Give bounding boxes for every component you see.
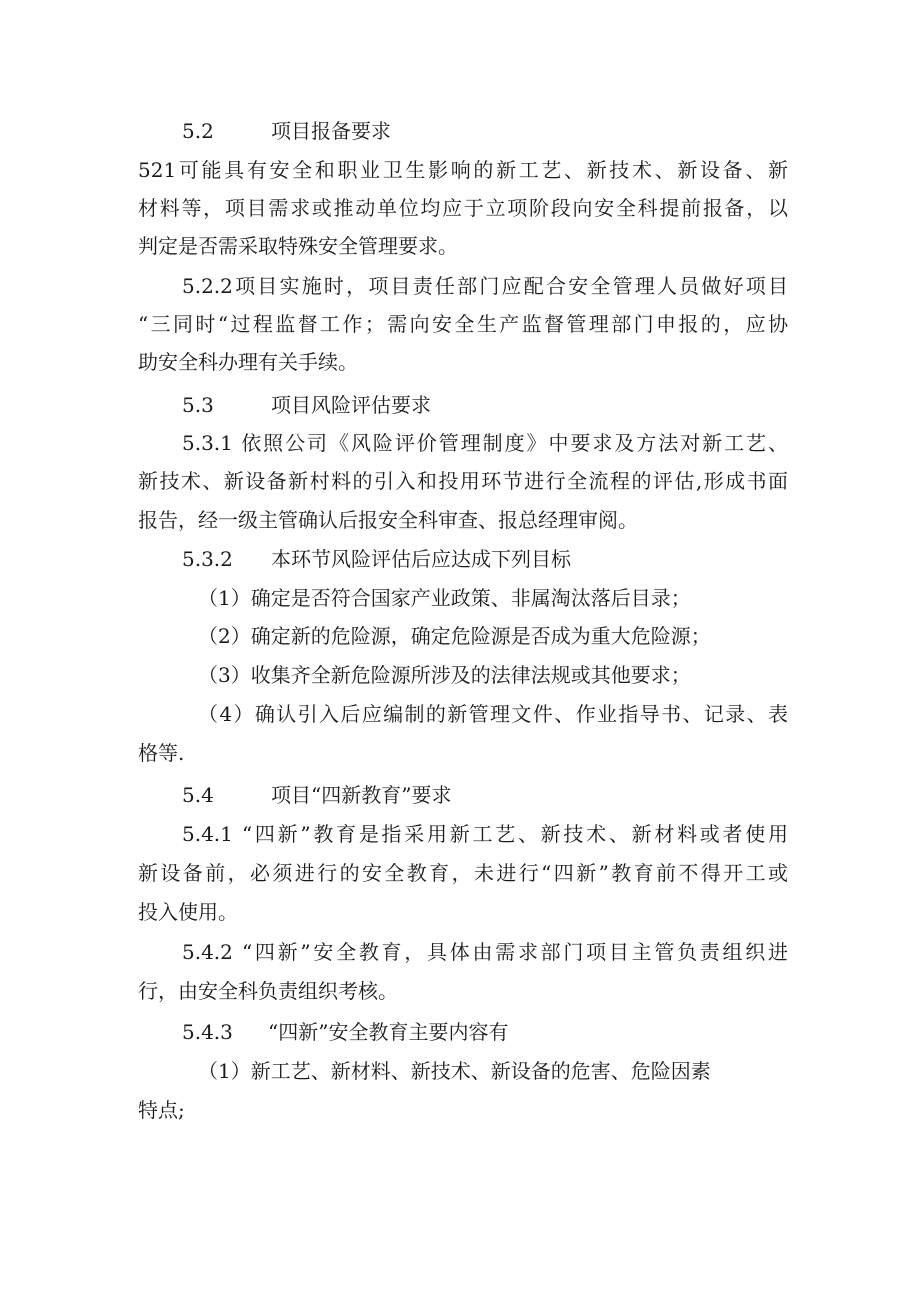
paragraph-line: 投入使用。 — [138, 900, 238, 924]
paragraph-line: 材料等，项目需求或推动单位均应于立项阶段向安全科提前报备，以 — [138, 196, 788, 220]
paragraph-line: 判定是否需采取特殊安全管理要求。 — [138, 234, 458, 258]
paragraph-line: 格等. — [138, 741, 185, 765]
paragraph-line: 新设备前，必须进行的安全教育，未进行“四新”教育前不得开工或 — [138, 861, 788, 885]
list-item: （1）确定是否符合国家产业政策、非属淘汰落后目录； — [198, 586, 691, 610]
paragraph-line: 5.4.2 “四新”安全教育，具体由需求部门项目主管负责组织进 — [182, 940, 788, 964]
section-number: 5.4.3 — [182, 1020, 233, 1044]
paragraph-line: 报告，经一级主管确认后报安全科审查、报总经理审阅。 — [138, 508, 638, 532]
paragraph-line: 特点; — [138, 1098, 185, 1122]
paragraph-line: 5.4.1 “四新”教育是指采用新工艺、新技术、新材料或者使用 — [182, 822, 788, 846]
section-number: 5.3 — [182, 393, 214, 417]
section-title: “四新”安全教育主要内容有 — [268, 1020, 509, 1044]
section-number: 5.3.2 — [182, 547, 233, 571]
section-title: 项目“四新教育”要求 — [271, 783, 452, 807]
section-title: 本环节风险评估后应达成下列目标 — [271, 547, 571, 571]
section-number: 5.2 — [182, 119, 214, 143]
paragraph-line: 5.2.2项目实施时，项目责任部门应配合安全管理人员做好项目 — [182, 274, 788, 298]
list-item: （1）新工艺、新材料、新技术、新设备的危害、危险因素 — [198, 1059, 711, 1083]
list-item: （3）收集齐全新危险源所涉及的法律法规或其他要求； — [198, 663, 691, 687]
section-title: 项目报备要求 — [271, 119, 391, 143]
paragraph-line: 521可能具有安全和职业卫生影响的新工艺、新技术、新设备、新 — [138, 158, 788, 182]
section-number: 5.4 — [182, 783, 214, 807]
paragraph-line: 助安全科办理有关手续。 — [138, 350, 358, 374]
paragraph-line: 5.3.1 依照公司《风险评价管理制度》中要求及方法对新工艺、 — [182, 431, 788, 455]
paragraph-line: 新技术、新设备新村料的引入和投用环节进行全流程的评估,形成书面 — [138, 469, 788, 493]
section-title: 项目风险评估要求 — [271, 393, 431, 417]
list-item: （4）确认引入后应编制的新管理文件、作业指导书、记录、表 — [198, 702, 788, 726]
paragraph-line: “三同时“过程监督工作；需向安全生产监督管理部门申报的，应协 — [138, 312, 788, 336]
paragraph-line: 行，由安全科负责组织考核。 — [138, 979, 398, 1003]
list-item: （2）确定新的危险源，确定危险源是否成为重大危险源； — [198, 624, 711, 648]
